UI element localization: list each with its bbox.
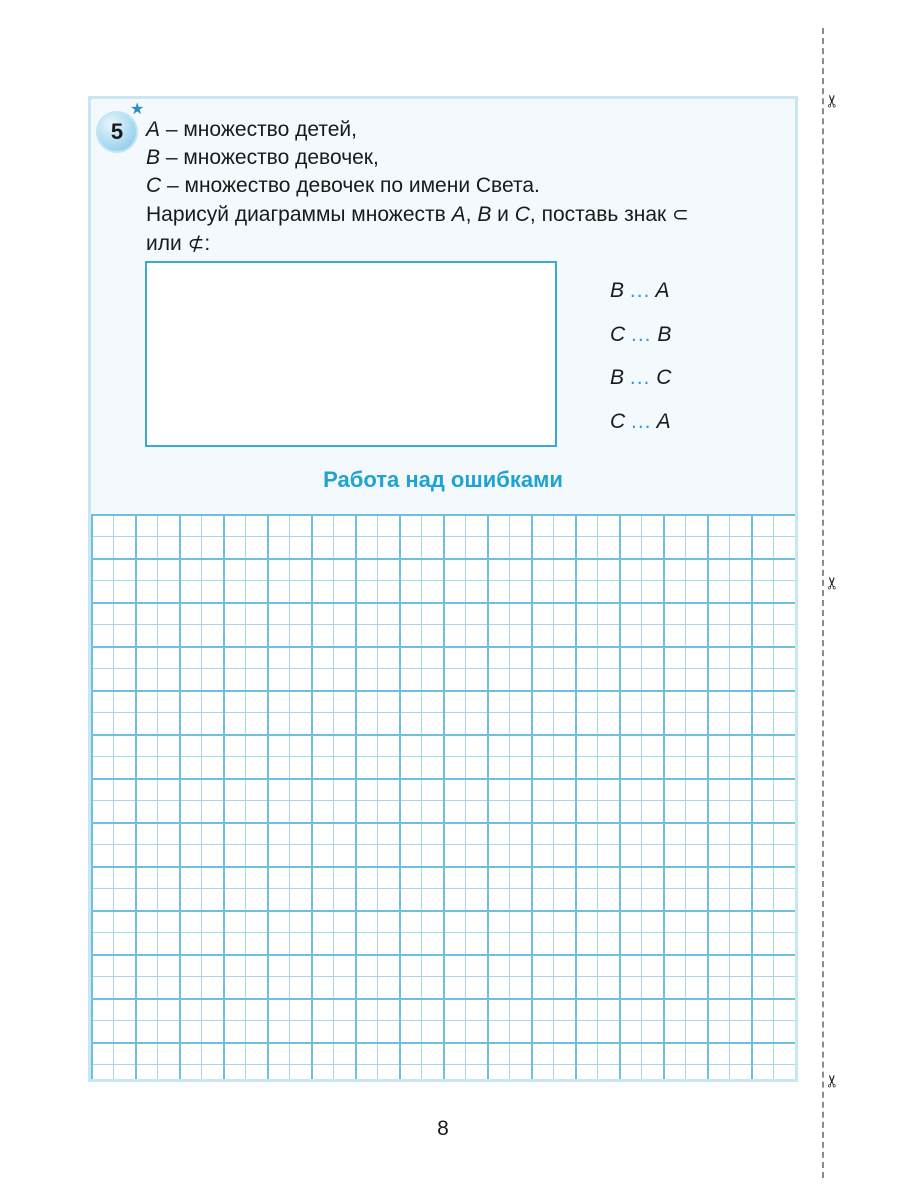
answer-blank[interactable]: ... bbox=[629, 366, 651, 389]
set-definition-c: C – множество девочек по имени Света. bbox=[146, 174, 540, 197]
not-subset-symbol: ⊄ bbox=[187, 231, 205, 255]
section-title: Работа над ошибками bbox=[323, 467, 563, 492]
page-number: 8 bbox=[437, 1117, 449, 1140]
comparison-row: B ... C bbox=[610, 366, 672, 389]
comparison-row: C ... B bbox=[610, 322, 672, 346]
answer-blank[interactable]: ... bbox=[631, 322, 652, 346]
star-icon: ★ bbox=[130, 99, 145, 118]
subset-symbol: ⊂ bbox=[672, 202, 689, 226]
scissors-icon: ✂ bbox=[823, 1073, 843, 1089]
instruction-line-2: или ⊄: bbox=[146, 231, 211, 255]
comparison-row: C ... A bbox=[610, 409, 671, 433]
squared-grid-area[interactable] bbox=[91, 514, 795, 1079]
task-number-badge: 5 bbox=[98, 113, 136, 151]
cut-line bbox=[822, 28, 824, 1178]
scissors-icon: ✂ bbox=[823, 575, 843, 591]
diagram-drawing-box[interactable] bbox=[145, 261, 557, 447]
comparison-list bbox=[610, 277, 671, 451]
answer-blank[interactable]: ... bbox=[629, 279, 651, 302]
task-statement bbox=[146, 116, 786, 258]
set-definition-a: A – множество детей, bbox=[146, 118, 357, 141]
set-definition-b: B – множество девочек, bbox=[146, 146, 379, 169]
instruction-line-1: Нарисуй диаграммы множеств A, B и C, поставь знак ⊂ bbox=[146, 202, 689, 226]
answer-blank[interactable]: ... bbox=[631, 409, 652, 433]
scissors-icon: ✂ bbox=[823, 93, 843, 109]
comparison-row: B ... A bbox=[610, 279, 670, 302]
